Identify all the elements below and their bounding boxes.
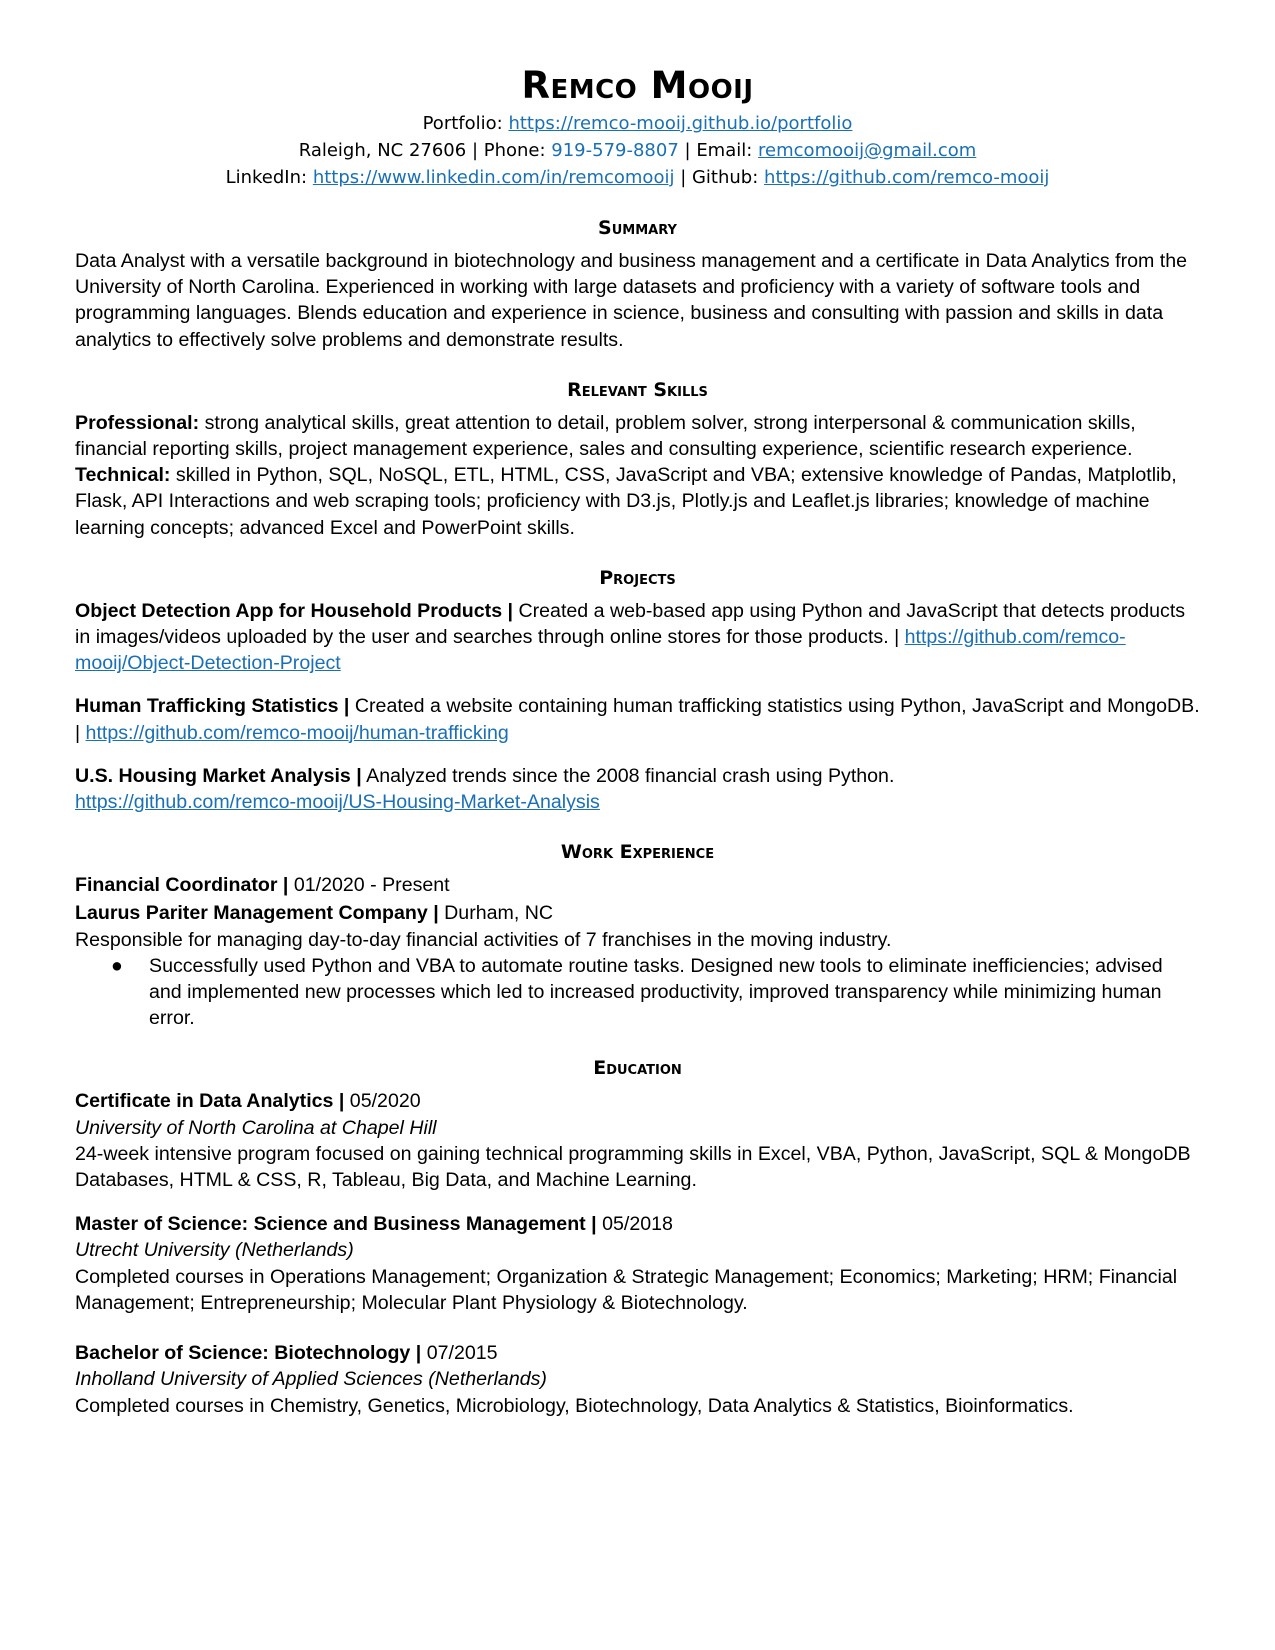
degree-description: Completed courses in Operations Management; Organization & Strategic Management; Economics; Marketing; HRM; Financial Management; Entrepreneurship; Molecular Plant Physiology & Biotechnology. bbox=[75, 1265, 1178, 1314]
portfolio-label: Portfolio: bbox=[422, 113, 509, 134]
project-description: Created a web-based app using Python and JavaScript that detects products in images/videos uploaded by the user and searches through online stores for those products. | bbox=[75, 599, 1186, 649]
separator: | bbox=[466, 140, 484, 161]
company-line bbox=[75, 900, 1200, 926]
job-role: Financial Coordinator | bbox=[75, 874, 289, 897]
candidate-name: Remco Mooij bbox=[521, 64, 754, 107]
degree-name: Certificate in Data Analytics | bbox=[75, 1090, 345, 1113]
separator: | bbox=[674, 167, 692, 188]
company-location: Durham, NC bbox=[438, 902, 554, 925]
summary-heading: Summary bbox=[598, 217, 677, 239]
degree-name: Master of Science: Science and Business Management | bbox=[75, 1213, 597, 1236]
linkedin-label: LinkedIn: bbox=[225, 167, 313, 188]
portfolio-line bbox=[75, 110, 1200, 137]
project-name: Object Detection App for Household Products | bbox=[75, 599, 514, 622]
github-link[interactable]: https://github.com/remco-mooij bbox=[764, 167, 1050, 188]
company-name: Laurus Pariter Management Company | bbox=[75, 902, 439, 925]
job-description: Responsible for managing day-to-day financial activities of 7 franchises in the moving industry. bbox=[75, 928, 892, 951]
project-item bbox=[75, 598, 1200, 677]
technical-label: Technical: bbox=[75, 464, 171, 487]
bullet-icon: ● bbox=[111, 954, 123, 977]
portfolio-link[interactable]: https://remco-mooij.github.io/portfolio bbox=[508, 113, 853, 134]
bullet-text: Successfully used Python and VBA to automate routine tasks. Designed new tools to eliminate inefficiencies; advised and implemented new processes which led to increased productivity, improved transparency while minimizing human error. bbox=[149, 954, 1163, 1030]
social-line bbox=[75, 164, 1200, 191]
email-link[interactable]: remcomooij@gmail.com bbox=[758, 140, 977, 161]
project-link[interactable]: https://github.com/remco-mooij/Object-Detection-Project bbox=[75, 626, 1126, 675]
professional-text: strong analytical skills, great attention to detail, problem solver, strong interpersonal & communication skills, financial reporting skills, project management experience, sales and consulting experience, scientific research experience. bbox=[75, 411, 1136, 461]
phone-label: Phone: bbox=[483, 140, 552, 161]
github-label: Github: bbox=[691, 167, 765, 188]
project-name: U.S. Housing Market Analysis | bbox=[75, 764, 362, 787]
project-description: Analyzed trends since the 2008 financial crash using Python. bbox=[361, 764, 895, 787]
education-item bbox=[75, 1340, 1200, 1419]
skills-heading: Relevant Skills bbox=[567, 378, 708, 401]
work-heading: Work Experience bbox=[560, 841, 715, 864]
degree-date: 05/2020 bbox=[344, 1090, 421, 1113]
job-title-line bbox=[75, 872, 1200, 898]
phone-number[interactable]: 919-579-8807 bbox=[551, 140, 679, 161]
separator: | bbox=[678, 140, 697, 161]
degree-line bbox=[75, 1211, 1200, 1237]
education-heading: Education bbox=[593, 1057, 682, 1080]
contact-line bbox=[75, 137, 1200, 164]
resume-page bbox=[75, 62, 1200, 1419]
professional-skills bbox=[75, 410, 1200, 462]
job-bullets bbox=[75, 953, 1200, 1032]
project-link[interactable]: https://github.com/remco-mooij/human-trafficking bbox=[85, 721, 509, 744]
project-item bbox=[75, 763, 1200, 815]
linkedin-link[interactable]: https://www.linkedin.com/in/remcomooij bbox=[312, 167, 675, 188]
project-item bbox=[75, 693, 1200, 745]
project-description: Created a website containing human trafficking statistics using Python, JavaScript and MongoDB. | bbox=[75, 695, 1200, 744]
school-name: Inholland University of Applied Sciences (Netherlands) bbox=[75, 1368, 547, 1391]
technical-text: skilled in Python, SQL, NoSQL, ETL, HTML, CSS, JavaScript and VBA; extensive knowledge of Pandas, Matplotlib, Flask, API Interactions and web scraping tools; proficiency with D3.js, Plotly.js and Leaflet.js libraries; knowledge of machine learning concepts; advanced Excel and PowerPoint skills. bbox=[75, 464, 1177, 539]
job-dates: 01/2020 - Present bbox=[288, 874, 450, 897]
degree-description: 24-week intensive program focused on gaining technical programming skills in Excel, VBA, Python, JavaScript, SQL & MongoDB Databases, HTML & CSS, R, Tableau, Big Data, and Machine Learning. bbox=[75, 1142, 1191, 1192]
project-name: Human Trafficking Statistics | bbox=[75, 695, 350, 718]
degree-date: 05/2018 bbox=[596, 1213, 673, 1236]
summary-text: Data Analyst with a versatile background in biotechnology and business management and a certificate in Data Analytics from the University of North Carolina. Experienced in working with large datasets and proficiency with a variety of software tools and programming languages. Blends education and experience in science, business and consulting with passion and skills in data analytics to effectively solve problems and demonstrate results. bbox=[75, 250, 1188, 351]
degree-name: Bachelor of Science: Biotechnology | bbox=[75, 1342, 422, 1365]
list-item bbox=[75, 953, 1200, 1032]
education-item bbox=[75, 1088, 1200, 1193]
school-name: Utrecht University (Netherlands) bbox=[75, 1239, 354, 1262]
technical-skills bbox=[75, 462, 1200, 541]
projects-heading: Projects bbox=[599, 566, 676, 589]
degree-description: Completed courses in Chemistry, Genetics, Microbiology, Biotechnology, Data Analytics & Statistics, Bioinformatics. bbox=[75, 1394, 1074, 1417]
location: Raleigh, NC 27606 bbox=[298, 140, 467, 161]
project-link[interactable]: https://github.com/remco-mooij/US-Housing-Market-Analysis bbox=[75, 791, 600, 814]
degree-line bbox=[75, 1088, 1200, 1114]
school-name: University of North Carolina at Chapel Hill bbox=[75, 1116, 437, 1139]
degree-line bbox=[75, 1340, 1200, 1366]
professional-label: Professional: bbox=[75, 411, 200, 434]
education-item bbox=[75, 1211, 1200, 1316]
degree-date: 07/2015 bbox=[421, 1342, 498, 1365]
email-label: Email: bbox=[696, 140, 759, 161]
